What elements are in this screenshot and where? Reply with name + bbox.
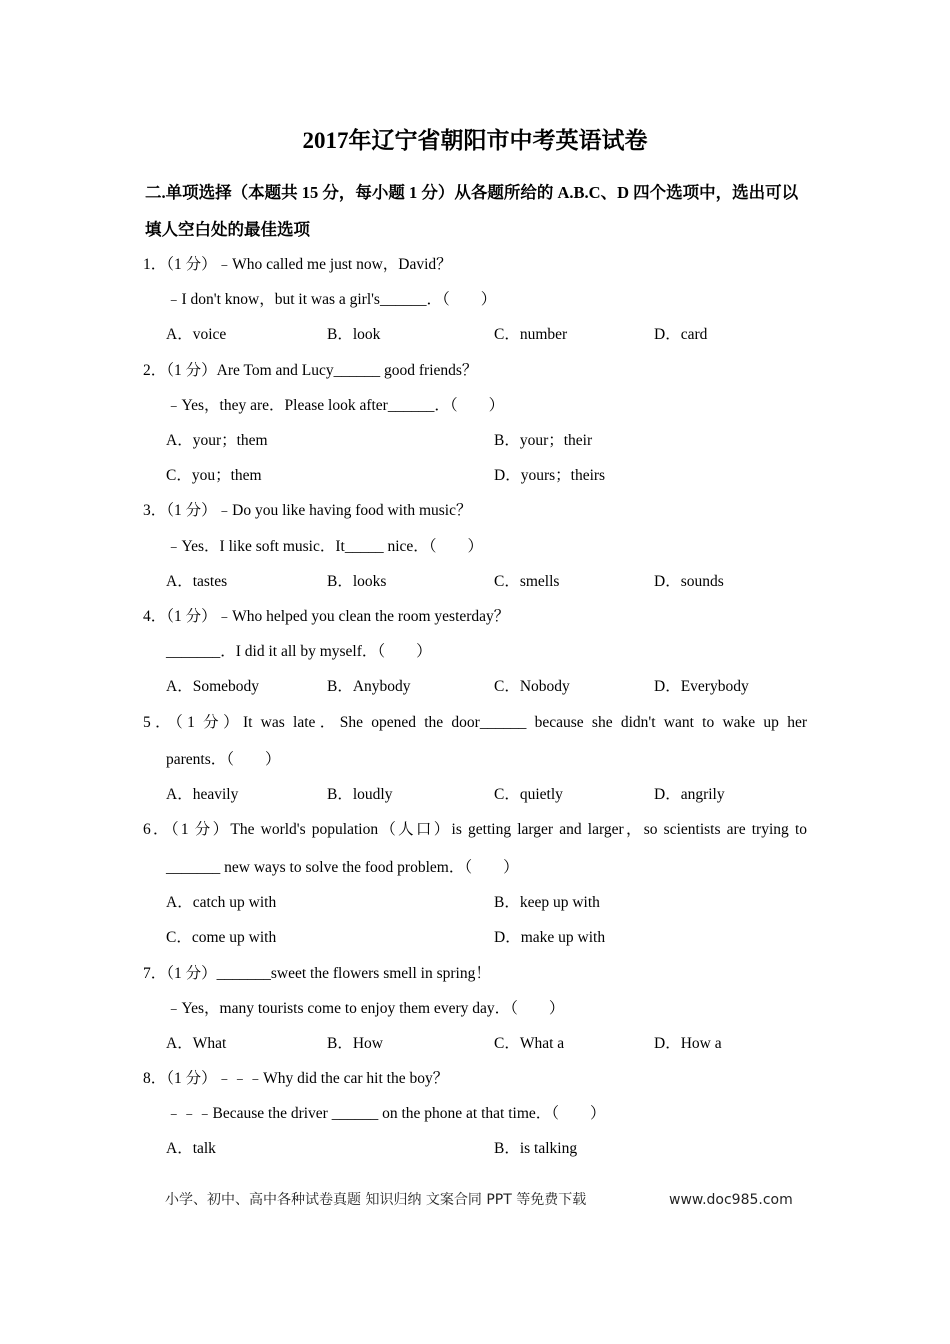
question-2-option-a: A．your；them — [166, 432, 268, 449]
question-7-sub: ﹣Yes，many tourists come to enjoy them every day．（ ） — [166, 1000, 565, 1017]
question-7-stem: 7．（1 分）_______sweet the flowers smell in spring！ — [143, 965, 491, 982]
question-6-stem: 6．（1 分）The world's population（人口）is getting larger and larger，so scientists are trying to — [143, 821, 807, 838]
question-1-sub: ﹣I don't know，but it was a girl's______．（ ） — [166, 291, 497, 308]
question-6-option-d: D．make up with — [494, 929, 606, 946]
question-2-stem: 2．（1 分）Are Tom and Lucy______ good friends？ — [143, 362, 478, 379]
question-2-option-d: D．yours；theirs — [494, 467, 606, 484]
question-6-option-a: A．catch up with — [166, 894, 277, 911]
question-4-option-b: B．Anybody — [327, 678, 411, 695]
question-5-option-d: D．angrily — [654, 786, 725, 803]
question-8-option-a: A．talk — [166, 1140, 216, 1157]
question-1-option-b: B．look — [327, 326, 381, 343]
question-4-stem: 4．（1 分）﹣Who helped you clean the room yesterday？ — [143, 608, 510, 625]
question-4-option-d: D．Everybody — [654, 678, 749, 695]
question-3-sub: ﹣Yes．I like soft music．It_____ nice．（ ） — [166, 538, 484, 555]
question-7-option-d: D．How a — [654, 1035, 722, 1052]
question-3-option-c: C．smells — [494, 573, 560, 590]
question-7-option-a: A．What — [166, 1035, 227, 1052]
question-7-option-c: C．What a — [494, 1035, 565, 1052]
question-7-option-b: B．How — [327, 1035, 383, 1052]
question-8-option-b: B．is talking — [494, 1140, 578, 1157]
question-2-option-c: C．you；them — [166, 467, 262, 484]
question-5-option-c: C．quietly — [494, 786, 563, 803]
question-6-sub: _______ new ways to solve the food problem．（ ） — [166, 859, 519, 876]
question-5-option-b: B．loudly — [327, 786, 393, 803]
question-5-sub: parents．（ ） — [166, 751, 281, 768]
question-5-option-a: A．heavily — [166, 786, 239, 803]
section-instruction-line1: 二.单项选择（本题共 15 分，每小题 1 分）从各题所给的 A.B.C、D 四个选项中，选出可以 — [145, 183, 799, 202]
question-5-stem: 5．（1 分）It was late．She opened the door______ because she didn't want to wake up her — [143, 714, 807, 731]
question-2-option-b: B．your；their — [494, 432, 593, 449]
question-8-sub: ﹣﹣﹣Because the driver ______ on the phone at that time．（ ） — [166, 1105, 606, 1122]
question-1-option-c: C．number — [494, 326, 568, 343]
question-3-option-b: B．looks — [327, 573, 387, 590]
footer-text: 小学、初中、高中各种试卷真题 知识归纳 文案合同 PPT 等免费下载 — [165, 1192, 587, 1208]
question-6-option-c: C．come up with — [166, 929, 277, 946]
question-3-option-d: D．sounds — [654, 573, 724, 590]
question-4-option-a: A．Somebody — [166, 678, 260, 695]
question-1-stem: 1．（1 分）﹣Who called me just now，David？ — [143, 256, 452, 273]
footer-url[interactable]: www.doc985.com — [669, 1192, 793, 1208]
question-1-option-d: D．card — [654, 326, 708, 343]
question-6-option-b: B．keep up with — [494, 894, 600, 911]
question-8-stem: 8．（1 分）﹣﹣﹣Why did the car hit the boy？ — [143, 1070, 449, 1087]
question-2-sub: ﹣Yes，they are．Please look after______．（ ） — [166, 397, 505, 414]
footer — [165, 1190, 793, 1210]
question-4-option-c: C．Nobody — [494, 678, 570, 695]
question-1-option-a: A．voice — [166, 326, 227, 343]
question-4-sub: _______．I did it all by myself．（ ） — [166, 643, 432, 660]
question-3-stem: 3．（1 分）﹣Do you like having food with music？ — [143, 502, 472, 519]
question-3-option-a: A．tastes — [166, 573, 228, 590]
section-instruction-line2: 填人空白处的最佳选项 — [145, 220, 310, 239]
page-title: 2017年辽宁省朝阳市中考英语试卷 — [302, 128, 648, 153]
